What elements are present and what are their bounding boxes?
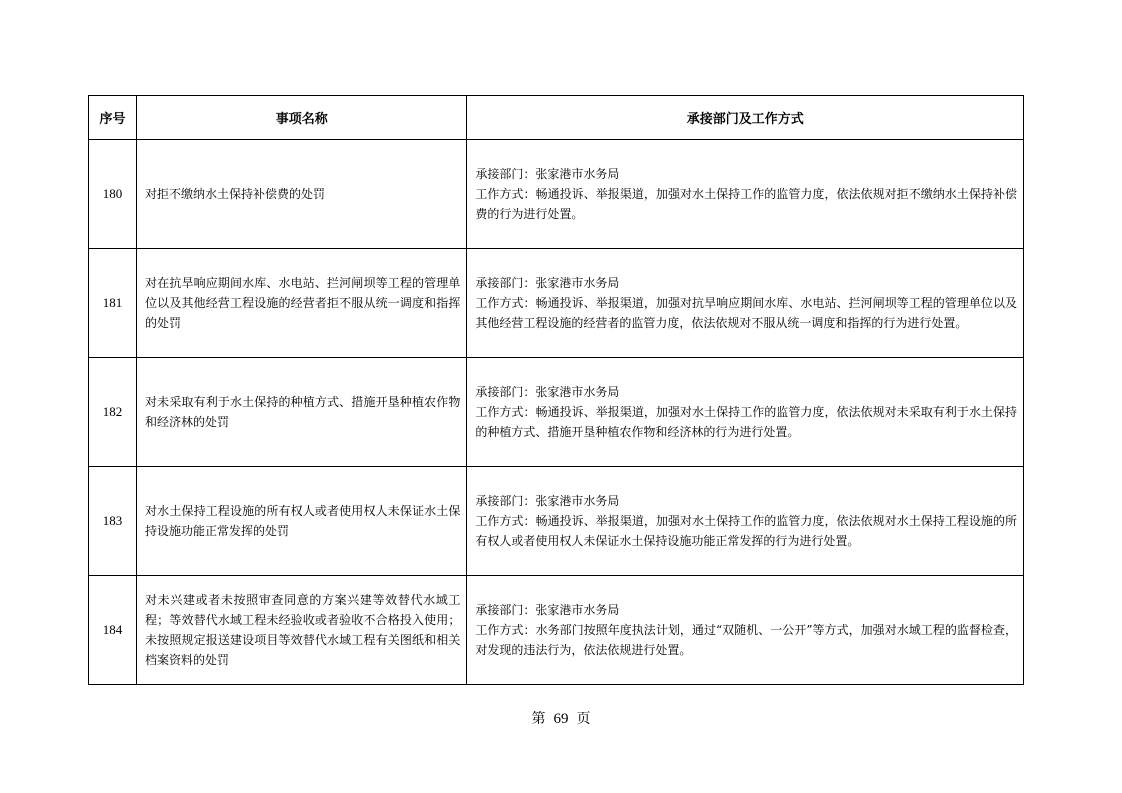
row-number: 180	[89, 140, 137, 249]
table-row	[89, 249, 1024, 358]
header-name: 事项名称	[137, 96, 467, 140]
header-dept: 承接部门及工作方式	[467, 96, 1024, 140]
row-number: 183	[89, 467, 137, 576]
page-footer	[0, 708, 1122, 728]
table-row	[89, 358, 1024, 467]
dept-method-cell	[467, 467, 1024, 576]
dept-line: 承接部门：张家港市水务局	[475, 385, 620, 399]
page-prefix: 第	[531, 711, 546, 727]
item-name: 对在抗旱响应期间水库、水电站、拦河闸坝等工程的管理单位以及其他经营工程设施的经营者拒不服从统一调度和指挥的处罚	[137, 249, 467, 358]
dept-line: 承接部门：张家港市水务局	[475, 603, 620, 617]
page-number: 69	[553, 711, 569, 727]
dept-method-cell	[467, 576, 1024, 685]
table-row	[89, 576, 1024, 685]
method-line: 工作方式：水务部门按照年度执法计划，通过“双随机、一公开”等方式，加强对水域工程的监督检查，对发现的违法行为，依法依规进行处置。	[475, 623, 1017, 657]
page-suffix: 页	[576, 711, 591, 727]
row-number: 182	[89, 358, 137, 467]
item-name: 对未兴建或者未按照审查同意的方案兴建等效替代水域工程；等效替代水域工程未经验收或者验收不合格投入使用；未按照规定报送建设项目等效替代水域工程有关图纸和相关档案资料的处罚	[137, 576, 467, 685]
item-name: 对水土保持工程设施的所有权人或者使用权人未保证水土保持设施功能正常发挥的处罚	[137, 467, 467, 576]
row-number: 181	[89, 249, 137, 358]
table-row	[89, 467, 1024, 576]
header-no: 序号	[89, 96, 137, 140]
dept-line: 承接部门：张家港市水务局	[475, 494, 620, 508]
table-header-row	[89, 96, 1024, 140]
row-number: 184	[89, 576, 137, 685]
method-line: 工作方式：畅通投诉、举报渠道，加强对水土保持工作的监管力度，依法依规对水土保持工程设施的所有权人或者使用权人未保证水土保持设施功能正常发挥的行为进行处置。	[475, 514, 1017, 548]
method-line: 工作方式：畅通投诉、举报渠道，加强对抗旱响应期间水库、水电站、拦河闸坝等工程的管理单位以及其他经营工程设施的经营者的监管力度，依法依规对不服从统一调度和指挥的行为进行处置。	[475, 296, 1017, 330]
dept-method-cell	[467, 249, 1024, 358]
method-line: 工作方式：畅通投诉、举报渠道，加强对水土保持工作的监管力度，依法依规对未采取有利于水土保持的种植方式、措施开垦种植农作物和经济林的行为进行处置。	[475, 405, 1017, 439]
dept-line: 承接部门：张家港市水务局	[475, 167, 620, 181]
items-table	[88, 95, 1024, 685]
item-name: 对拒不缴纳水土保持补偿费的处罚	[137, 140, 467, 249]
dept-line: 承接部门：张家港市水务局	[475, 276, 620, 290]
method-line: 工作方式：畅通投诉、举报渠道，加强对水土保持工作的监管力度，依法依规对拒不缴纳水土保持补偿费的行为进行处置。	[475, 187, 1017, 221]
table-row	[89, 140, 1024, 249]
item-name: 对未采取有利于水土保持的种植方式、措施开垦种植农作物和经济林的处罚	[137, 358, 467, 467]
dept-method-cell	[467, 140, 1024, 249]
dept-method-cell	[467, 358, 1024, 467]
